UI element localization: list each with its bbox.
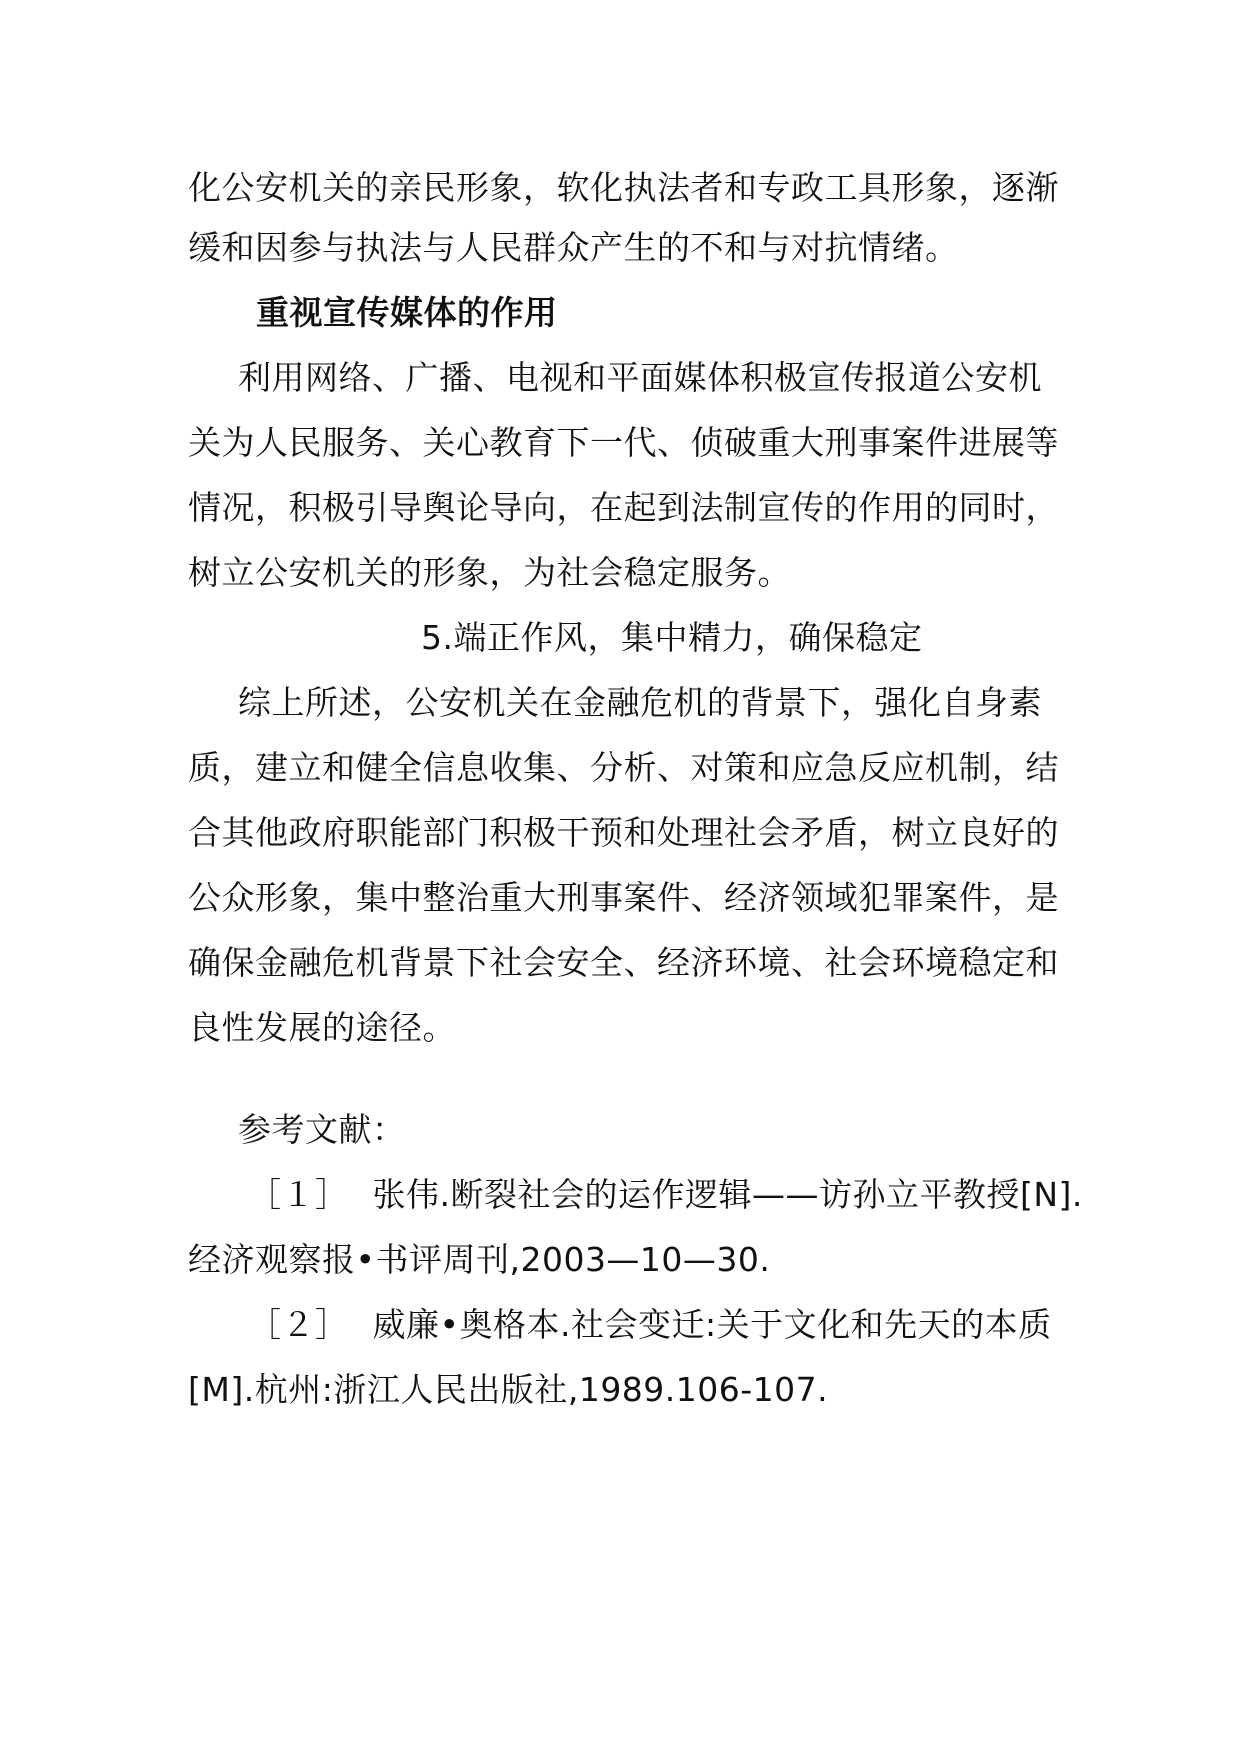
section-heading: 重视宣传媒体的作用 [256, 293, 558, 332]
body-text-line: 合其他政府职能部门积极干预和处理社会矛盾，树立良好的 [188, 813, 1059, 852]
body-text-line: 综上所述，公安机关在金融危机的背景下，强化自身素 [238, 683, 1042, 722]
body-text-line: 良性发展的途径。 [188, 1008, 456, 1047]
body-text-line: 利用网络、广播、电视和平面媒体积极宣传报道公安机 [238, 358, 1042, 397]
reference-continuation: [M].杭州:浙江人民出版社,1989.106-107. [188, 1370, 829, 1409]
reference-text: 张伟.断裂社会的运作逻辑——访孙立平教授[N]. [372, 1175, 1083, 1214]
reference-number: ［２］ [248, 1305, 349, 1344]
body-text-line: 质，建立和健全信息收集、分析、对策和应急反应机制，结 [188, 748, 1059, 787]
body-text-line: 树立公安机关的形象，为社会稳定服务。 [188, 553, 791, 592]
subheading: 5.端正作风，集中精力，确保稳定 [421, 618, 923, 657]
reference-item [248, 1175, 1083, 1215]
body-text-line: 化公安机关的亲民形象，软化执法者和专政工具形象，逐渐 [188, 168, 1059, 207]
body-text-line: 情况，积极引导舆论导向，在起到法制宣传的作用的同时， [188, 488, 1059, 527]
reference-number: ［１］ [248, 1175, 349, 1214]
body-text-line: 缓和因参与执法与人民群众产生的不和与对抗情绪。 [188, 228, 959, 267]
reference-item [248, 1305, 1052, 1345]
reference-text: 威廉•奥格本.社会变迁:关于文化和先天的本质 [372, 1305, 1052, 1344]
body-text-line: 关为人民服务、关心教育下一代、侦破重大刑事案件进展等 [188, 423, 1059, 462]
body-text-line: 确保金融危机背景下社会安全、经济环境、社会环境稳定和 [188, 943, 1059, 982]
references-title: 参考文献： [238, 1110, 406, 1149]
reference-continuation: 经济观察报•书评周刊,2003—10—30. [188, 1240, 771, 1279]
body-text-line: 公众形象，集中整治重大刑事案件、经济领域犯罪案件，是 [188, 878, 1059, 917]
